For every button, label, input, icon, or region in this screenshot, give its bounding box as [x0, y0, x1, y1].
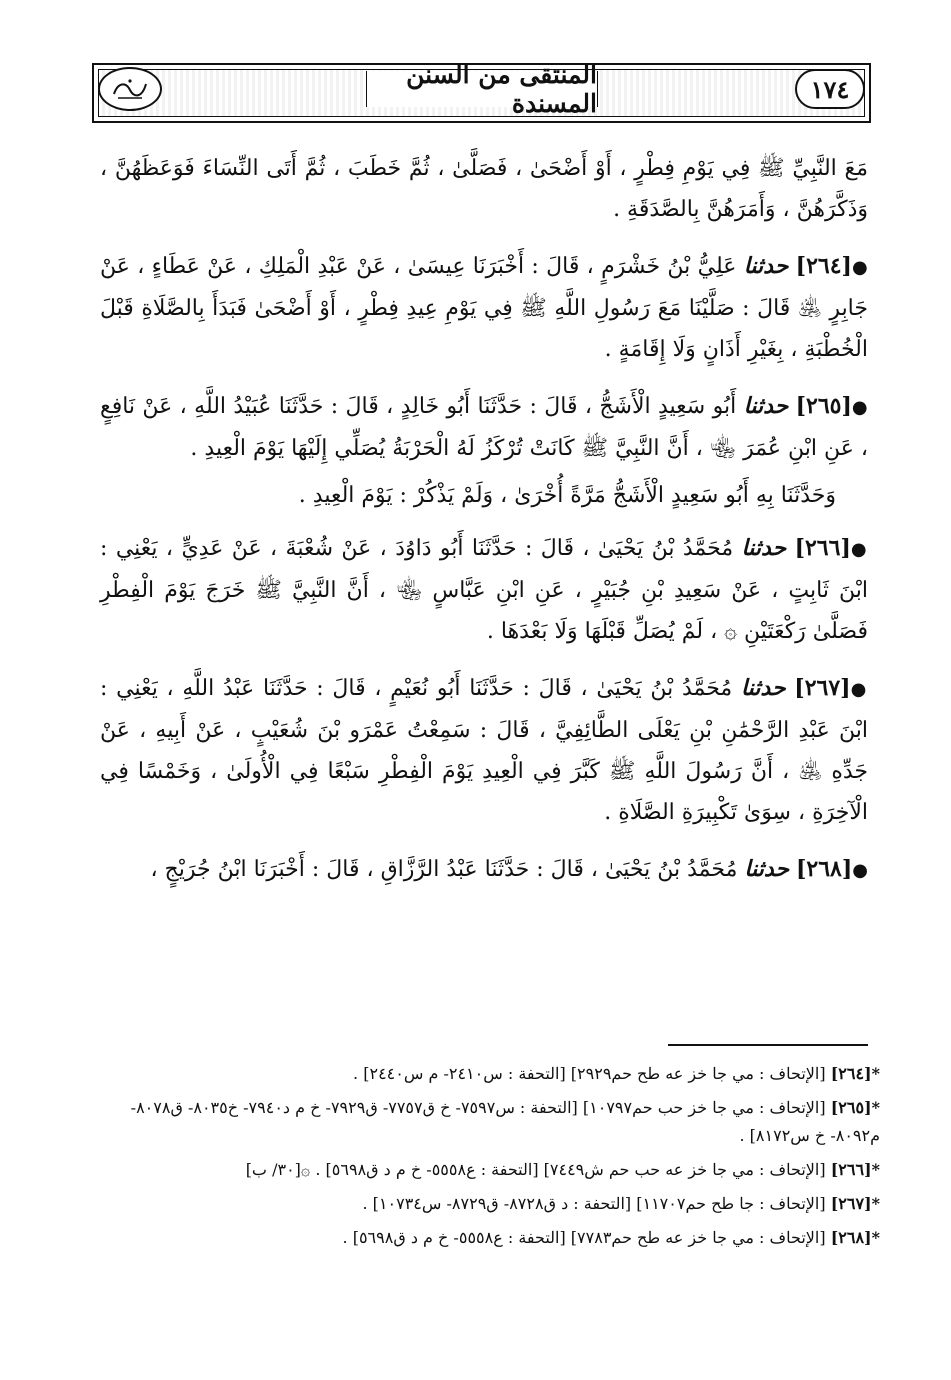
hadith-lead: حدثنا [743, 253, 789, 279]
hadith-text: عَلِيُّ بْنُ خَشْرَمٍ ، قَالَ : أَخْبَرَنَا عِيسَىٰ ، عَنْ عَبْدِ الْمَلِكِ ، عَنْ عَطَاءٍ ، عَنْ جَابِرٍ ﵁ قَالَ : صَلَّيْنَا مَعَ رَسُولِ اللَّهِ ﷺ فِي يَوْمِ عِيدِ فِطْرٍ ، أَوْ أَضْحَىٰ فَبَدَأَ بِالصَّلَاةِ قَبْلَ الْخُطْبَةِ ، بِغَيْرِ أَذَانٍ وَلَا إِقَامَةٍ . [100, 254, 868, 362]
hadith-entry [100, 849, 868, 891]
footnote-number: [٢٦٧] [830, 1194, 872, 1213]
hadith-number: [٢٦٤] [795, 253, 852, 279]
hadith-text: مُحَمَّدُ بْنُ يَحْيَىٰ ، قَالَ : حَدَّثَنَا أَبُو دَاوُدَ ، عَنْ شُعْبَةَ ، عَنْ عَدِيٍّ ، يَعْنِي : ابْنَ ثَابِتٍ ، عَنْ سَعِيدِ بْنِ جُبَيْرٍ ، عَنِ ابْنِ عَبَّاسٍ ﵄ ، أَنَّ النَّبِيَّ ﷺ خَرَجَ يَوْمَ الْفِطْرِ فَصَلَّىٰ رَكْعَتَيْنِ ۞ ، لَمْ يُصَلِّ قَبْلَهَا وَلَا بَعْدَهَا . [100, 536, 868, 644]
hadith-entry [100, 386, 868, 469]
footnote-text: [الإتحاف : مي جا خز عه طح حم٢٩٢٩] [التحفة : س٢٤١٠- م س٢٤٤٠] . [353, 1064, 826, 1083]
page-number: ١٧٤ [810, 74, 850, 104]
entry-bullet: ● [851, 257, 868, 278]
footnote-number: [٢٦٥] [830, 1098, 872, 1117]
footnote-star: * [871, 1098, 880, 1117]
seal-calligraphy-icon [108, 74, 152, 104]
footnote-number: [٢٦٤] [830, 1064, 872, 1083]
page-header [92, 60, 871, 123]
footnote-star: * [871, 1194, 880, 1213]
hadith-lead: حدثنا [740, 675, 786, 701]
footnote-text: [الإتحاف : مي جا خز عه حب حم ش٧٤٤٩] [التحفة : ع٥٥٥٨- خ م د ق٥٦٩٨] . ۞[٣٠/ ب] [245, 1160, 826, 1179]
footnotes [100, 1060, 882, 1258]
hadith-number: [٢٦٥] [795, 393, 852, 419]
book-seal-logo [98, 67, 162, 111]
footnote-number: [٢٦٨] [830, 1228, 872, 1247]
running-title-box [366, 60, 598, 118]
hadith-entry [100, 528, 868, 652]
hadith-number: [٢٦٧] [794, 675, 851, 701]
footnote [100, 1156, 882, 1184]
footnote-star: * [871, 1228, 880, 1247]
footnote-text: [الإتحاف : جا طح حم١١٧٠٧] [التحفة : د ق٨٧٢٨- ق٨٧٢٩- س١٠٧٣٤] . [362, 1194, 826, 1213]
hadith-entry [100, 668, 868, 833]
entry-bullet: ● [850, 679, 869, 700]
footnote-text: [الإتحاف : مي جا خز عه طح حم٧٧٨٣] [التحفة : ع٥٥٥٨- خ م د ق٥٦٩٨] . [342, 1228, 826, 1247]
footnote-star: * [871, 1064, 880, 1083]
footnote-separator [668, 1044, 868, 1046]
hadith-text: مُحَمَّدُ بْنُ يَحْيَىٰ ، قَالَ : حَدَّثَنَا عَبْدُ الرَّزَّاقِ ، قَالَ : أَخْبَرَنَا ابْنُ جُرَيْجٍ ، [150, 857, 738, 882]
running-title: المنتقى من السنن المسندة [406, 60, 597, 118]
footnote-number: [٢٦٦] [830, 1160, 872, 1179]
page-number-box [795, 69, 865, 109]
hadith-lead: حدثنا [741, 535, 787, 561]
hadith-continuation: وَحَدَّثَنَا بِهِ أَبُو سَعِيدٍ الْأَشَجُّ مَرَّةً أُخْرَىٰ ، وَلَمْ يَذْكُرْ : يَوْمَ الْعِيدِ . [298, 483, 836, 508]
hadith-number: [٢٦٨] [795, 856, 853, 882]
footnote [100, 1060, 882, 1088]
footnote-text: [الإتحاف : مي جا خز حب حم١٠٧٩٧] [التحفة : س٧٥٩٧- خ ق٧٧٥٧- ق٧٩٢٩- خ م د٧٩٤٠- خ٨٠٣٥- ق٨٠٧٨- م٨٠٩٢- خ س٨١٧٢] . [130, 1098, 880, 1145]
footnote [100, 1224, 882, 1252]
hadith-text: أَبُو سَعِيدٍ الْأَشَجُّ ، قَالَ : حَدَّثَنَا أَبُو خَالِدٍ ، قَالَ : حَدَّثَنَا عُبَيْدُ اللَّهِ ، عَنْ نَافِعٍ ، عَنِ ابْنِ عُمَرَ ﵄ ، أَنَّ النَّبِيَّ ﷺ كَانَتْ تُرْكَزُ لَهُ الْحَرْبَةُ يُصَلِّي إِلَيْهَا يَوْمَ الْعِيدِ . [100, 394, 868, 461]
main-text [100, 148, 868, 907]
footnote [100, 1190, 882, 1218]
entry-bullet: ● [850, 539, 868, 560]
hadith-entry [100, 246, 868, 370]
hadith-lead: حدثنا [743, 393, 789, 419]
footnote-star: * [871, 1160, 880, 1179]
intro-paragraph: مَعَ النَّبِيِّ ﷺ فِي يَوْمِ فِطْرٍ ، أَوْ أَضْحَىٰ ، فَصَلَّىٰ ، ثُمَّ خَطَبَ ، ثُمَّ أَتَى النِّسَاءَ فَوَعَظَهُنَّ ، وَذَكَّرَهُنَّ ، وَأَمَرَهُنَّ بِالصَّدَقَةِ . [100, 156, 868, 222]
entry-bullet: ● [852, 860, 868, 881]
footnote [100, 1094, 882, 1150]
hadith-number: [٢٦٦] [794, 535, 851, 561]
hadith-lead: حدثنا [744, 856, 789, 882]
entry-bullet: ● [851, 397, 869, 418]
hadith-text: مُحَمَّدُ بْنُ يَحْيَىٰ ، قَالَ : حَدَّثَنَا أَبُو نُعَيْمٍ ، قَالَ : حَدَّثَنَا عَبْدُ اللَّهِ ، يَعْنِي : ابْنَ عَبْدِ الرَّحْمَٰنِ بْنِ يَعْلَى الطَّائِفِيَّ ، قَالَ : سَمِعْتُ عَمْرَو بْنَ شُعَيْبٍ ، عَنْ أَبِيهِ ، عَنْ جَدِّهِ ﵁ ، أَنَّ رَسُولَ اللَّهِ ﷺ كَبَّرَ فِي الْعِيدِ يَوْمَ الْفِطْرِ سَبْعًا فِي الْأُولَىٰ ، وَخَمْسًا فِي الْآخِرَةِ ، سِوَىٰ تَكْبِيرَةِ الصَّلَاةِ . [100, 676, 868, 825]
